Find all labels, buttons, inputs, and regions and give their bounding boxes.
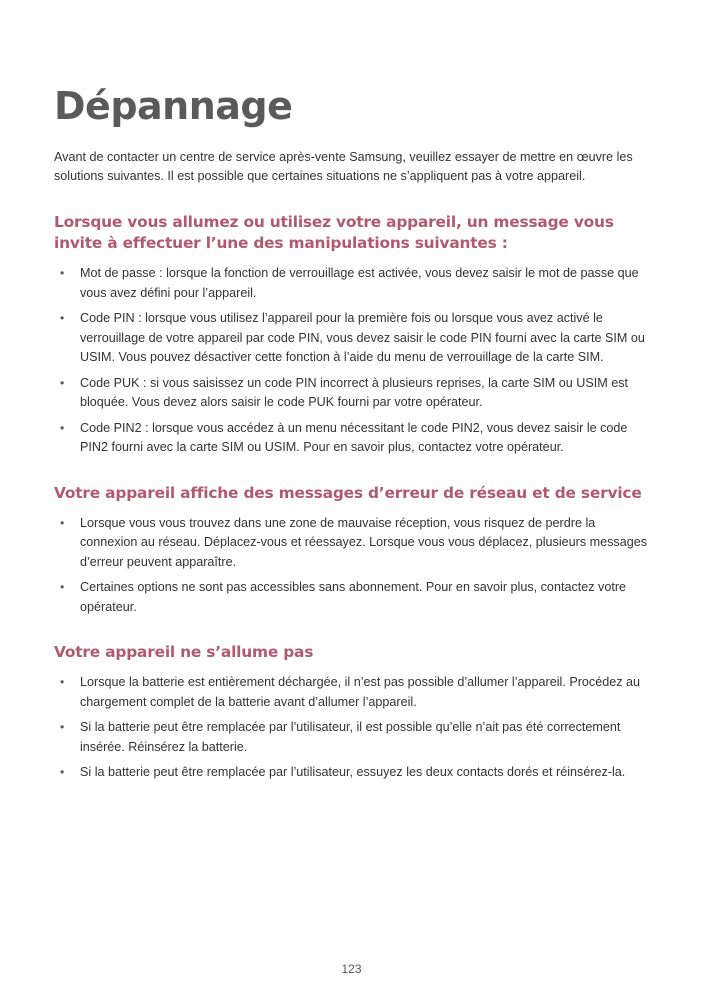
- page-title: Dépannage: [54, 84, 293, 128]
- list-item: [54, 673, 654, 712]
- section-heading: Lorsque vous allumez ou utilisez votre appareil, un message vous invite à effectuer l’une des manipulations suivantes :: [54, 213, 614, 252]
- page-content: [54, 84, 654, 789]
- bullet-icon: •: [60, 580, 65, 594]
- bullet-icon: •: [60, 515, 65, 530]
- bullet-icon: •: [60, 765, 65, 779]
- section-heading: Votre appareil ne s’allume pas: [54, 643, 314, 661]
- list-item: [54, 309, 654, 368]
- list-item-text: Code PIN : lorsque vous utilisez l’appareil pour la première fois ou lorsque vous avez activé le verrouillage de votre appareil par code PIN, vous devez saisir le code PIN fourni avec la carte SIM ou USIM. Vous pouvez désactiver cette fonction à l’aide du menu de verrouillage de la carte SIM.: [80, 311, 645, 364]
- section-message-prompts: [54, 212, 654, 458]
- list-item: [54, 419, 654, 458]
- section-network-errors: [54, 483, 654, 618]
- list-item: [54, 264, 654, 303]
- list-item-text: Si la batterie peut être remplacée par l’utilisateur, essuyez les deux contacts dorés et réinsérez-la.: [80, 765, 626, 779]
- list-item-text: Mot de passe : lorsque la fonction de verrouillage est activée, vous devez saisir le mot de passe que vous avez défini pour l’appareil.: [80, 266, 639, 300]
- bullet-icon: •: [60, 375, 65, 390]
- intro-paragraph: Avant de contacter un centre de service après-vente Samsung, veuillez essayer de mettre en œuvre les solutions suivantes. Il est possible que certaines situations ne s’appliquent pas à votre appareil.: [54, 150, 633, 183]
- bullet-icon: •: [60, 720, 65, 734]
- list-item: [54, 763, 654, 783]
- bullet-list: [54, 514, 654, 618]
- bullet-list: [54, 673, 654, 783]
- list-item: [54, 514, 654, 573]
- list-item: [54, 374, 654, 413]
- list-item: [54, 718, 654, 757]
- page-number: 123: [341, 962, 362, 976]
- list-item-text: Certaines options ne sont pas accessibles sans abonnement. Pour en savoir plus, contactez votre opérateur.: [80, 580, 627, 614]
- section-heading: Votre appareil affiche des messages d’erreur de réseau et de service: [54, 483, 642, 502]
- bullet-icon: •: [60, 311, 65, 325]
- bullet-list: [54, 264, 654, 458]
- bullet-icon: •: [60, 420, 65, 435]
- list-item-text: Code PUK : si vous saisissez un code PIN incorrect à plusieurs reprises, la carte SIM ou USIM est bloquée. Vous devez alors saisir le code PUK fourni par votre opérateur.: [80, 375, 629, 409]
- list-item-text: Lorsque la batterie est entièrement déchargée, il n’est pas possible d’allumer l’appareil. Procédez au chargement complet de la batterie avant d’allumer l’appareil.: [80, 675, 641, 709]
- bullet-icon: •: [60, 675, 65, 689]
- list-item-text: Code PIN2 : lorsque vous accédez à un menu nécessitant le code PIN2, vous devez saisir le code PIN2 fourni avec la carte SIM ou USIM. Pour en savoir plus, contactez votre opérateur.: [80, 420, 628, 454]
- list-item-text: Si la batterie peut être remplacée par l’utilisateur, il est possible qu’elle n’ait pas été correctement insérée. Réinsérez la batterie.: [80, 720, 621, 754]
- bullet-icon: •: [60, 266, 65, 280]
- list-item-text: Lorsque vous vous trouvez dans une zone de mauvaise réception, vous risquez de perdre la connexion au réseau. Déplacez-vous et réessayez. Lorsque vous vous déplacez, plusieurs messages d’erreur peuvent apparaître.: [80, 515, 648, 569]
- list-item: [54, 578, 654, 617]
- section-no-power: [54, 642, 654, 783]
